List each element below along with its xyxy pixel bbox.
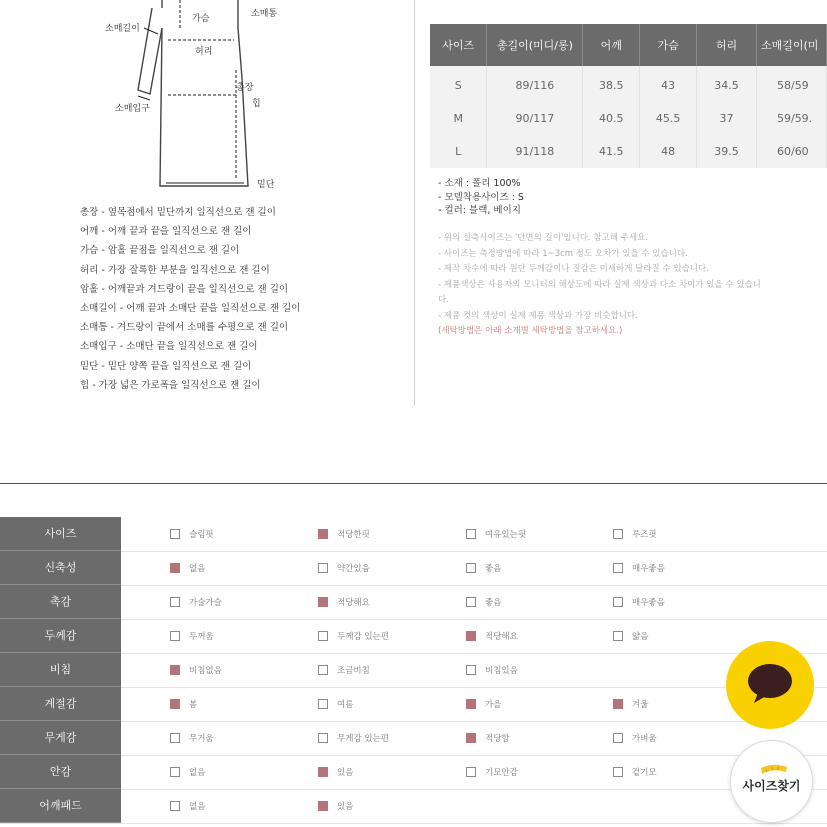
feature-row — [0, 585, 827, 620]
option-label: 없음 — [189, 564, 206, 574]
feature-option[interactable] — [613, 517, 657, 551]
option-checkbox[interactable] — [170, 801, 180, 811]
size-finder-label: 사이즈찾기 — [742, 779, 801, 793]
dress-outline-illustration — [0, 0, 420, 200]
size-table-header — [430, 24, 827, 66]
option-label: 없음 — [189, 768, 206, 778]
ruler-icon — [731, 741, 814, 781]
option-checkbox[interactable] — [466, 733, 476, 743]
table-cell: 34.5 — [697, 66, 757, 102]
section-divider — [0, 483, 827, 484]
option-checkbox[interactable] — [318, 563, 328, 573]
feature-option[interactable] — [466, 517, 526, 551]
option-label: 적당해요 — [337, 598, 370, 608]
size-notes — [438, 231, 761, 340]
size-table-header-cell: 소매길이(미 — [756, 24, 826, 66]
size-table-header-cell: 가슴 — [640, 24, 697, 66]
garment-size-diagram — [0, 0, 420, 200]
vertical-divider — [414, 0, 415, 406]
table-cell: 37 — [697, 102, 757, 135]
definition-line: 소매통 - 겨드랑이 끝에서 소매를 수평으로 잰 길이 — [80, 322, 289, 334]
diagram-label-hip: 힙 — [252, 99, 261, 109]
definition-line: 밑단 - 밑단 양쪽 끝을 일직선으로 잰 길이 — [80, 360, 252, 372]
option-checkbox[interactable] — [318, 801, 328, 811]
table-cell: M — [430, 102, 487, 135]
feature-row — [0, 619, 827, 654]
option-checkbox[interactable] — [318, 529, 328, 539]
option-checkbox[interactable] — [170, 665, 180, 675]
feature-option[interactable] — [466, 551, 501, 585]
table-cell: 89/116 — [487, 66, 583, 102]
option-label: 적당함 — [485, 734, 510, 744]
diagram-label-hem: 밑단 — [257, 180, 275, 190]
feature-option[interactable] — [613, 619, 648, 653]
feature-option[interactable] — [318, 517, 370, 551]
feature-option[interactable] — [170, 551, 205, 585]
option-label: 무게감 있는편 — [337, 734, 389, 744]
option-label: 좋음 — [485, 564, 502, 574]
feature-row — [0, 755, 827, 790]
feature-row-label: 비침 — [0, 653, 121, 687]
option-label: 슬림핏 — [189, 530, 214, 540]
option-checkbox[interactable] — [170, 733, 180, 743]
feature-option[interactable] — [613, 721, 657, 755]
option-label: 무거움 — [189, 734, 214, 744]
option-checkbox[interactable] — [170, 699, 180, 709]
option-checkbox[interactable] — [170, 563, 180, 573]
option-checkbox[interactable] — [466, 529, 476, 539]
option-label: 기모안감 — [485, 768, 518, 778]
feature-option[interactable] — [318, 755, 353, 789]
option-checkbox[interactable] — [613, 563, 623, 573]
option-checkbox[interactable] — [318, 597, 328, 607]
feature-option[interactable] — [170, 755, 205, 789]
feature-option[interactable] — [466, 585, 501, 619]
feature-row-label: 사이즈 — [0, 517, 121, 551]
measurement-definitions — [80, 203, 410, 395]
option-label: 좋음 — [485, 598, 502, 608]
feature-option[interactable] — [466, 619, 518, 653]
feature-row — [0, 551, 827, 586]
feature-option[interactable] — [466, 653, 518, 687]
option-checkbox[interactable] — [466, 767, 476, 777]
option-label: 겉기모 — [632, 768, 657, 778]
option-label: 여유있는핏 — [485, 530, 527, 540]
definition-line: 어깨 - 어깨 끝과 끝을 일직선으로 잰 길이 — [80, 226, 252, 238]
option-label: 가슬가슬 — [189, 598, 222, 608]
option-label: 약간있음 — [337, 564, 370, 574]
note-line: - 제품색상은 사용자의 모니터의 해상도에 따라 실제 색상과 다소 차이가 있을 수 있습니 — [438, 279, 761, 290]
feature-option[interactable] — [613, 551, 665, 585]
product-info — [438, 177, 524, 218]
option-label: 가을 — [485, 700, 502, 710]
table-cell: 43 — [640, 66, 697, 102]
option-label: 봄 — [189, 700, 198, 710]
note-line: 다. — [438, 295, 449, 305]
option-checkbox[interactable] — [613, 699, 623, 709]
feature-option[interactable] — [466, 721, 510, 755]
option-checkbox[interactable] — [613, 529, 623, 539]
diagram-label-cuff: 소매입구 — [115, 104, 150, 114]
option-label: 겨울 — [632, 700, 649, 710]
note-line: - 제작 차수에 따라 원단 두께감이나 질감은 미세하게 달라질 수 있습니다. — [438, 264, 709, 274]
option-checkbox[interactable] — [170, 597, 180, 607]
feature-row-label: 무게감 — [0, 721, 121, 755]
feature-option[interactable] — [170, 687, 197, 721]
table-row — [430, 135, 827, 168]
option-checkbox[interactable] — [170, 767, 180, 777]
option-checkbox[interactable] — [613, 631, 623, 641]
kakao-chat-button[interactable] — [726, 641, 814, 729]
feature-option[interactable] — [318, 687, 353, 721]
feature-option[interactable] — [170, 653, 222, 687]
size-finder-button[interactable] — [730, 740, 813, 823]
table-cell: 90/117 — [487, 102, 583, 135]
feature-option[interactable] — [318, 551, 370, 585]
table-cell: 45.5 — [640, 102, 697, 135]
note-line: - 제품 컷의 색상이 실제 제품 색상과 가장 비슷합니다. — [438, 310, 638, 321]
size-table-header-cell: 허리 — [697, 24, 757, 66]
product-model-size: - 모델착용사이즈 : S — [438, 191, 524, 203]
option-checkbox[interactable] — [466, 597, 476, 607]
feature-option[interactable] — [318, 721, 389, 755]
definition-line: 총장 - 옆목점에서 밑단까지 일직선으로 잰 길이 — [80, 207, 276, 218]
feature-row-label: 안감 — [0, 755, 121, 789]
option-checkbox[interactable] — [466, 563, 476, 573]
feature-option[interactable] — [170, 721, 214, 755]
size-table — [430, 24, 827, 168]
option-checkbox[interactable] — [318, 631, 328, 641]
feature-option[interactable] — [318, 653, 370, 687]
table-cell: L — [430, 135, 487, 168]
chat-bubble-icon — [726, 641, 814, 729]
feature-row-label: 두께감 — [0, 619, 121, 653]
table-cell: 60/60 — [756, 135, 826, 168]
option-label: 두께감 있는편 — [337, 632, 389, 642]
feature-option[interactable] — [318, 789, 353, 823]
diagram-label-sleeve-length: 소매길이 — [105, 24, 140, 34]
option-label: 두꺼움 — [189, 632, 214, 642]
feature-option[interactable] — [318, 585, 370, 619]
feature-option[interactable] — [466, 755, 518, 789]
option-label: 있음 — [337, 768, 354, 778]
definition-line: 암홀 - 어깨끝과 겨드랑이 끝을 일직선으로 잰 길이 — [80, 283, 289, 295]
option-label: 매우좋음 — [632, 564, 665, 574]
option-checkbox[interactable] — [613, 767, 623, 777]
option-label: 매우좋음 — [632, 598, 665, 608]
feature-option[interactable] — [170, 619, 214, 653]
definition-line: 힙 - 가장 넓은 가로폭을 일직선으로 잰 길이 — [80, 379, 261, 391]
option-checkbox[interactable] — [318, 767, 328, 777]
table-cell: 39.5 — [697, 135, 757, 168]
feature-row — [0, 789, 827, 824]
product-colors: - 컬러: 블랙, 베이지 — [438, 205, 521, 216]
table-cell: 38.5 — [583, 66, 640, 102]
diagram-label-sleeve-width: 소매통 — [251, 9, 278, 19]
option-label: 루즈핏 — [632, 530, 657, 540]
definition-line: 가슴 - 암홀 끝점을 일직선으로 잰 길이 — [80, 245, 240, 257]
table-cell: 91/118 — [487, 135, 583, 168]
definition-line: 소매길이 - 어깨 끝과 소매단 끝을 일직선으로 잰 길이 — [80, 302, 301, 314]
option-checkbox[interactable] — [466, 631, 476, 641]
feature-option[interactable] — [170, 789, 205, 823]
option-checkbox[interactable] — [170, 631, 180, 641]
feature-row — [0, 721, 827, 756]
option-label: 얇음 — [632, 632, 649, 642]
option-checkbox[interactable] — [466, 665, 476, 675]
wash-instruction-note: (세탁방법은 아래 소재별 세탁방법을 참고하세요.) — [438, 326, 623, 336]
size-table-header-cell: 사이즈 — [430, 24, 487, 66]
feature-row-label: 촉감 — [0, 585, 121, 619]
feature-row — [0, 517, 827, 552]
option-checkbox[interactable] — [318, 665, 328, 675]
option-checkbox[interactable] — [466, 699, 476, 709]
option-checkbox[interactable] — [170, 529, 180, 539]
diagram-label-total-length: 총장 — [236, 83, 254, 93]
option-checkbox[interactable] — [318, 699, 328, 709]
feature-row-label: 어깨패드 — [0, 789, 121, 823]
definition-line: 소매입구 - 소매단 끝을 일직선으로 잰 길이 — [80, 341, 258, 353]
feature-option[interactable] — [466, 687, 501, 721]
option-label: 있음 — [337, 802, 354, 812]
feature-row — [0, 653, 827, 688]
size-table-header-cell: 어깨 — [583, 24, 640, 66]
option-checkbox[interactable] — [318, 733, 328, 743]
feature-option[interactable] — [318, 619, 389, 653]
feature-row-label: 계절감 — [0, 687, 121, 721]
option-checkbox[interactable] — [613, 597, 623, 607]
option-label: 없음 — [189, 802, 206, 812]
table-cell: 41.5 — [583, 135, 640, 168]
note-line: - 사이즈는 측정방법에 따라 1~3cm 정도 오차가 있을 수 있습니다. — [438, 248, 688, 259]
option-label: 비침있음 — [485, 666, 518, 676]
table-cell: 48 — [640, 135, 697, 168]
feature-option[interactable] — [613, 687, 648, 721]
option-label: 여름 — [337, 700, 354, 710]
feature-option[interactable] — [170, 585, 222, 619]
option-label: 비침없음 — [189, 666, 222, 676]
feature-option[interactable] — [613, 755, 657, 789]
table-cell: S — [430, 66, 487, 102]
feature-option[interactable] — [613, 585, 665, 619]
size-table-header-cell: 총길이(미디/롱) — [487, 24, 583, 66]
feature-row — [0, 687, 827, 722]
option-checkbox[interactable] — [613, 733, 623, 743]
table-cell: 40.5 — [583, 102, 640, 135]
option-label: 적당해요 — [485, 632, 518, 642]
definition-line: 허리 - 가장 잘록한 부분을 일직선으로 잰 길이 — [80, 264, 270, 276]
note-line: - 위의 실측사이즈는 '단면의 길이'입니다. 참고해 주세요. — [438, 233, 648, 243]
option-label: 적당한핏 — [337, 530, 370, 540]
diagram-label-chest: 가슴 — [192, 14, 210, 24]
feature-row-label: 신축성 — [0, 551, 121, 585]
product-material: - 소재 : 폴리 100% — [438, 178, 521, 189]
option-label: 가벼움 — [632, 734, 657, 744]
diagram-label-waist: 허리 — [195, 47, 213, 57]
feature-option[interactable] — [170, 517, 214, 551]
table-cell: 58/59 — [756, 66, 826, 102]
table-row — [430, 102, 827, 135]
option-label: 조금비침 — [337, 666, 370, 676]
table-cell: 59/59. — [756, 102, 826, 135]
table-row — [430, 66, 827, 102]
